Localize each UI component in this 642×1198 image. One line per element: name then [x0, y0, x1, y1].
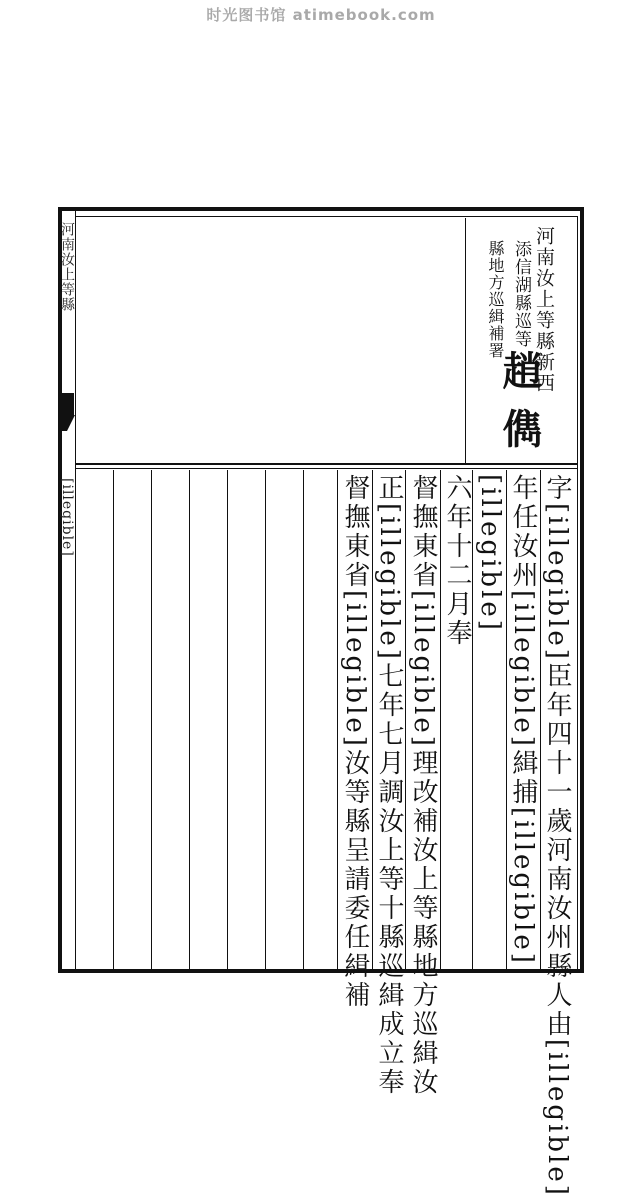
watermark-text: 时光图书馆 atimebook.com	[206, 6, 436, 24]
fishtail-mark	[59, 393, 74, 415]
body-column-7: 督撫東省[illegible]汝等縣呈請委任緝補	[340, 474, 370, 1010]
body-column-2: 年任汝州[illegible]緝捕[illegible]	[508, 474, 538, 966]
body-column-1: 字[illegible]臣年四十一歲河南汝州縣人由[illegible]	[542, 474, 572, 1198]
column-rule	[440, 470, 441, 970]
column-rule	[372, 470, 373, 970]
body-column-6: 正[illegible]七年七月調汝上等十縣巡緝成立奉	[374, 474, 404, 1097]
column-rule	[337, 470, 338, 970]
header-line-2: 添信湖縣巡等	[511, 240, 531, 348]
body-column-4: 六年十二月奉	[442, 474, 472, 648]
column-rule	[506, 470, 507, 970]
fishtail-tip	[59, 415, 75, 431]
body-column-3: [illegible]	[475, 474, 505, 633]
spine-caption: [illegible]	[59, 478, 75, 557]
spine-title: 河南汝上等縣	[59, 222, 75, 312]
column-rule	[303, 470, 304, 970]
column-rule	[227, 470, 228, 970]
official-name: 趙儁	[496, 350, 543, 466]
column-rule	[151, 470, 152, 970]
column-rule	[265, 470, 266, 970]
header-line-1: 河南汝上等縣新西	[533, 226, 555, 394]
column-rule	[405, 470, 406, 970]
column-rule	[540, 470, 541, 970]
column-rule	[189, 470, 190, 970]
header-line-3: 縣地方巡緝補署	[486, 240, 505, 359]
column-rule	[472, 470, 473, 970]
column-rule	[113, 470, 114, 970]
section-divider-thin	[75, 468, 578, 469]
body-column-5: 督撫東省[illegible]理改補汝上等縣地方巡緝汝	[408, 474, 438, 1097]
